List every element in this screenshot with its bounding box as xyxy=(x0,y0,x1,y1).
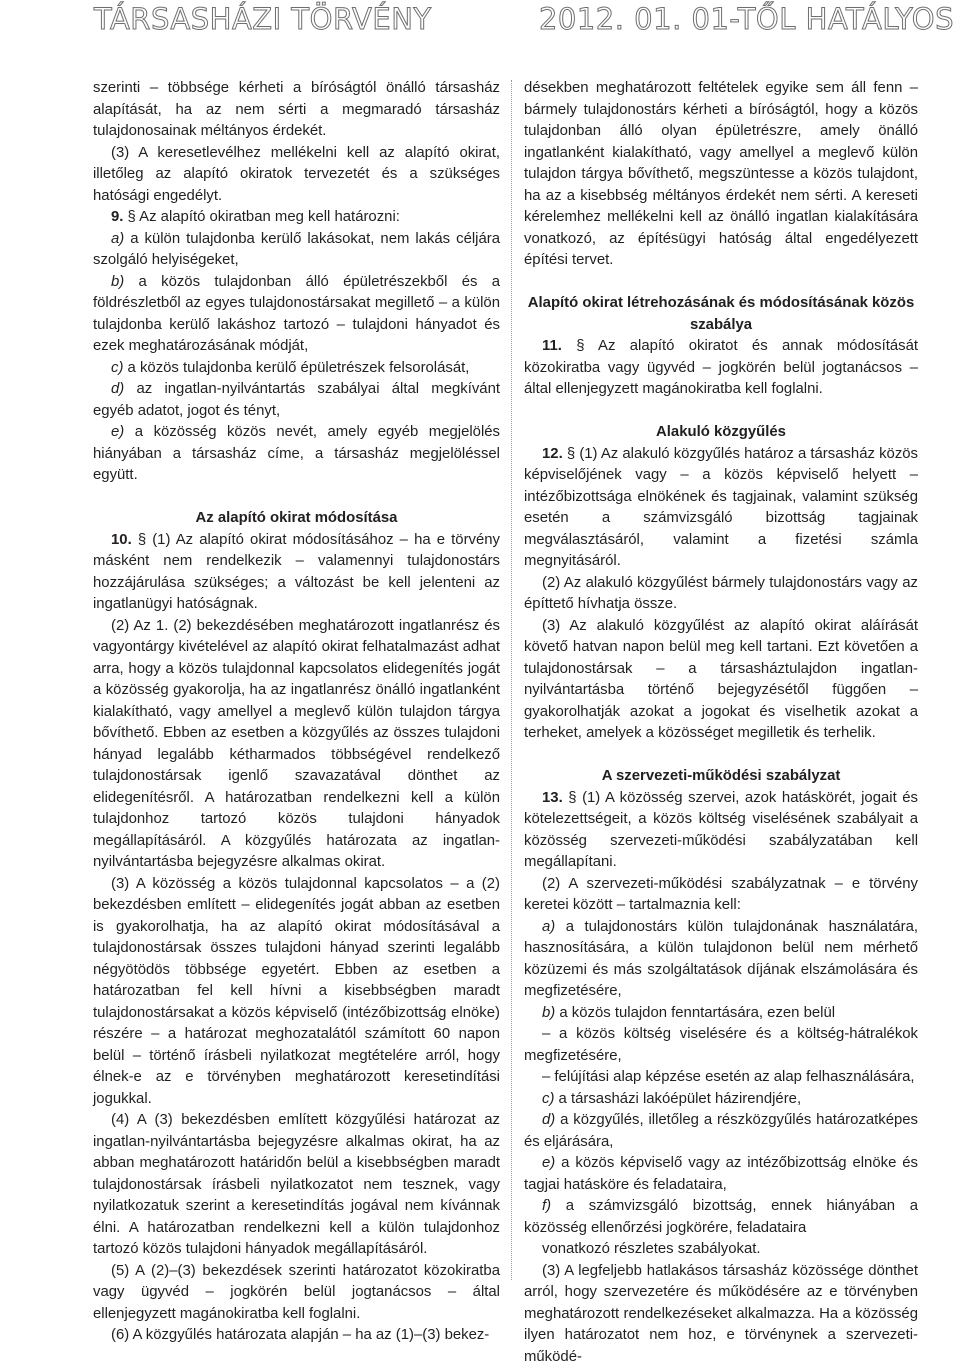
section-text: (1) A közösség szervei, azok hatáskörét, jogait és kötelezettségeit, a közös költség viselésének szabályait a közösség szervezeti-működési szabályzatában kell megállapítani. xyxy=(524,790,918,871)
section-text: (1) Az alakuló közgyűlés határoz a társasház közös képviselőjének vagy – a közös képviselő helyett – intézőbizottsága elnökének és tagjainak, valamint szükség esetén a számvizsgáló bizottság tagjainak megválasztásáról, valamint a fizetési számla megnyitásáról. xyxy=(524,446,918,570)
header-title-right: 2012. 01. 01-TŐL HATÁLYOS xyxy=(539,2,954,36)
item-text: a közös képviselő vagy az intézőbizottság elnöke és tagjai hatásköre és feladataira, xyxy=(524,1155,918,1193)
item-label: e) xyxy=(542,1155,555,1171)
section-mark: § xyxy=(562,338,585,354)
list-item-continuation: vonatkozó részletes szabályokat. xyxy=(524,1239,918,1261)
header-title-left: TÁRSASHÁZI TÖRVÉNY xyxy=(94,2,432,36)
list-item: – felújítási alap képzése esetén az alap felhasználására, xyxy=(524,1067,918,1089)
paragraph: (6) A közgyűlés határozata alapján – ha az (1)–(3) bekez- xyxy=(93,1325,500,1347)
paragraph: (2) Az 1. (2) bekezdésében meghatározott ingatlanrész és vagyontárgy kivételével az alapító okirat felhatalmazást adhat arra, hogy a közös tulajdonnal kapcsolatos elidegenítés jogát a közösség gyakorolja, ha az ingatlanrész önálló ingatlanként kialakítható, vagy amellyel a meglevő külön tulajdon tárgya bővíthető. Ebben az esetben a közgyűlés az összes tulajdoni hányad legalább kétharmados többségével rendelkező tulajdonostársak igenlő szavazatával dönthet az elidegenítésről. A határozatban rendelkezni kell a külön tulajdonhoz tartozó közös tulajdoni hányadok megállapításáról. A közgyűlés határozata az ingatlan-nyilvántartásba bejegyzésre alkalmas okirat. xyxy=(93,616,500,874)
list-item xyxy=(524,1110,918,1153)
section-number: 10. xyxy=(111,532,132,548)
paragraph: désekben meghatározott feltételek egyike sem áll fenn – bármely tulajdonostárs kérheti a bíróságtól, hogy a közös tulajdonban álló olyan épületrészre, amely önálló ingatlanként kialakítható, vagy amellyel a meglevő külön tulajdon tárgya bővíthető, megszüntesse a közös tulajdont, ha az a kisebbség méltányos érdekét nem sérti. A kereseti kérelemhez mellékelni kell az önálló ingatlan kialakítására vonatkozó, az építésügyi hatóság által engedélyezett építési tervet. xyxy=(524,78,918,272)
list-item xyxy=(524,1153,918,1196)
item-text: a közösség közös nevét, amely egyéb megjelölés hiányában a társasház címe, a társasház megjelöléssel együtt. xyxy=(93,424,500,483)
section-11 xyxy=(524,336,918,401)
item-label: d) xyxy=(542,1112,555,1128)
section-mark: § xyxy=(563,446,575,462)
list-item xyxy=(93,358,500,380)
section-number: 13. xyxy=(542,790,563,806)
item-text: a külön tulajdonba kerülő lakásokat, nem lakás céljára szolgáló helyiségeket, xyxy=(93,231,500,269)
item-text: a közgyűlés, illetőleg a részközgyűlés határozatképes és eljárására, xyxy=(524,1112,918,1150)
page-header xyxy=(0,0,960,48)
section-number: 11. xyxy=(542,338,562,354)
section-10 xyxy=(93,530,500,616)
paragraph: (4) A (3) bekezdésben említett közgyűlési határozat az ingatlan-nyilvántartásba bejegyzésre alkalmas okirat, ha az abban meghatározott határidőn belül a kisebbségben maradt tulajdonostársak írásbeli nyilatkozatot nem tesznek, vagy nyilatkozatuk szerint a keresetindítás jogával nem kívánnak élni. A határozatban rendelkezni kell a külön tulajdonhoz tartozó közös tulajdoni hányadok megállapításáról. xyxy=(93,1110,500,1261)
item-label: a) xyxy=(111,231,124,247)
item-label: c) xyxy=(111,360,123,376)
item-label: c) xyxy=(542,1091,554,1107)
section-mark: § xyxy=(132,532,146,548)
paragraph: (5) A (2)–(3) bekezdések szerinti határozatot közokiratba vagy ügyvéd – jogkörén belül jogtanácsos – által ellenjegyzett magánokiratba kell foglalni. xyxy=(93,1261,500,1326)
section-heading: Az alapító okirat módosítása xyxy=(93,508,500,530)
section-heading: A szervezeti-működési szabályzat xyxy=(524,766,918,788)
list-item xyxy=(524,1196,918,1239)
paragraph: (3) A közösség a közös tulajdonnal kapcsolatos – a (2) bekezdésben említett – elidegenítés jogát abban az esetben is gyakorolhatja, ha az alapító okirat módosításával a tulajdonostársak összes tulajdoni hányad szerinti legalább négyötödös többsége egyetért. Ebben az esetben a határozatban fel kell hívni a kisebbségben maradt tulajdonostársakat a közös képviselő (intézőbizottság elnöke) részére – a határozat meghozatalától számított 60 napon belül – történő írásbeli nyilatkozat megtételére arról, hogy élnek-e az e törvényben meghatározott keresetindítási jogukkal. xyxy=(93,874,500,1111)
paragraph: (2) Az alakuló közgyűlést bármely tulajdonostárs vagy az építtető hívhatja össze. xyxy=(524,573,918,616)
section-12 xyxy=(524,444,918,573)
section-text: Az alapító okiratot és annak módosítását közokiratba vagy ügyvéd – jogkörén belül jogtanácsos – által ellenjegyzett magánokiratba kell foglalni. xyxy=(524,338,918,397)
item-label: d) xyxy=(111,381,124,397)
item-label: e) xyxy=(111,424,124,440)
item-text: az ingatlan-nyilvántartás szabályai által megkívánt egyéb adatot, jogot és tényt, xyxy=(93,381,500,419)
paragraph: (3) A legfeljebb hatlakásos társasház közössége dönthet arról, hogy szervezetére és működésére az e törvényben meghatározott rendelkezéseket alkalmazza. Ha a közösség ilyen határozatot nem hoz, e törvénynek a szervezeti-működé- xyxy=(524,1261,918,1368)
list-item xyxy=(93,229,500,272)
section-mark: § xyxy=(563,790,577,806)
left-column xyxy=(93,78,500,1282)
section-heading: Alakuló közgyűlés xyxy=(524,422,918,444)
item-label: b) xyxy=(542,1005,555,1021)
paragraph: (3) A keresetlevélhez mellékelni kell az alapító okirat, illetőleg az alapító okiratok tervezetét és a szükséges hatósági engedélyt. xyxy=(93,143,500,208)
item-text: a közös tulajdonban álló épületrészekből és a földrészletből az egyes tulajdonostársakat megillető – a külön tulajdonba kerülő lakáshoz tartozó – tulajdoni hányadot és ezek meghatározásának módját, xyxy=(93,274,500,355)
section-heading: Alapító okirat létrehozásának és módosításának közös szabálya xyxy=(524,293,918,336)
item-label: b) xyxy=(111,274,124,290)
section-number: 9. xyxy=(111,209,123,225)
list-item: – a közös költség viselésére és a költség-hátralékok megfizetésére, xyxy=(524,1024,918,1067)
list-item xyxy=(93,422,500,487)
right-column xyxy=(524,78,918,1282)
item-text: a számvizsgáló bizottság, ennek hiányában a közösség ellenőrzési jogkörére, feladataira xyxy=(524,1198,918,1236)
paragraph: szerinti – többsége kérheti a bíróságtól önálló társasház alapítását, ha az nem sérti a megmaradó társasház tulajdonosainak méltányos érdekét. xyxy=(93,78,500,143)
list-item xyxy=(524,917,918,1003)
section-mark: § xyxy=(123,209,135,225)
section-number: 12. xyxy=(542,446,563,462)
column-divider xyxy=(511,80,512,1280)
section-text: Az alapító okiratban meg kell határozni: xyxy=(136,209,400,225)
item-label: f) xyxy=(542,1198,551,1214)
list-item xyxy=(524,1089,918,1111)
list-item xyxy=(93,272,500,358)
item-text: a közös tulajdonba kerülő épületrészek felsorolását, xyxy=(123,360,469,376)
paragraph: (2) A szervezeti-működési szabályzatnak – e törvény keretei között – tartalmaznia kell: xyxy=(524,874,918,917)
item-label: a) xyxy=(542,919,555,935)
list-item xyxy=(93,379,500,422)
item-text: a közös tulajdon fenntartására, ezen belül xyxy=(555,1005,835,1021)
section-9 xyxy=(93,207,500,229)
section-13 xyxy=(524,788,918,874)
item-text: a társasházi lakóépület házirendjére, xyxy=(554,1091,801,1107)
item-text: a tulajdonostárs külön tulajdonának használatára, hasznosítására, a külön tulajdonon belül nem mérhető közüzemi és más szolgáltatások díjának elszámolására és megfizetésére, xyxy=(524,919,918,1000)
section-text: (1) Az alapító okirat módosításához – ha e törvény másként nem rendelkezik – valamennyi tulajdonostárs hozzájárulása szükséges; a változást be kell jelenteni az ingatlanügyi hatóságnak. xyxy=(93,532,500,613)
paragraph: (3) Az alakuló közgyűlést az alapító okirat aláírását követő hatvan napon belül meg kell tartani. Ezt követően a tulajdonostársak – a társasháztulajdon ingatlan-nyilvántartásba történő bejegyzésétől függően – gyakorolhatják azokat a jogokat és viselhetik azokat a terheket, amelyek a közösséget megilletik és terhelik. xyxy=(524,616,918,745)
list-item xyxy=(524,1003,918,1025)
